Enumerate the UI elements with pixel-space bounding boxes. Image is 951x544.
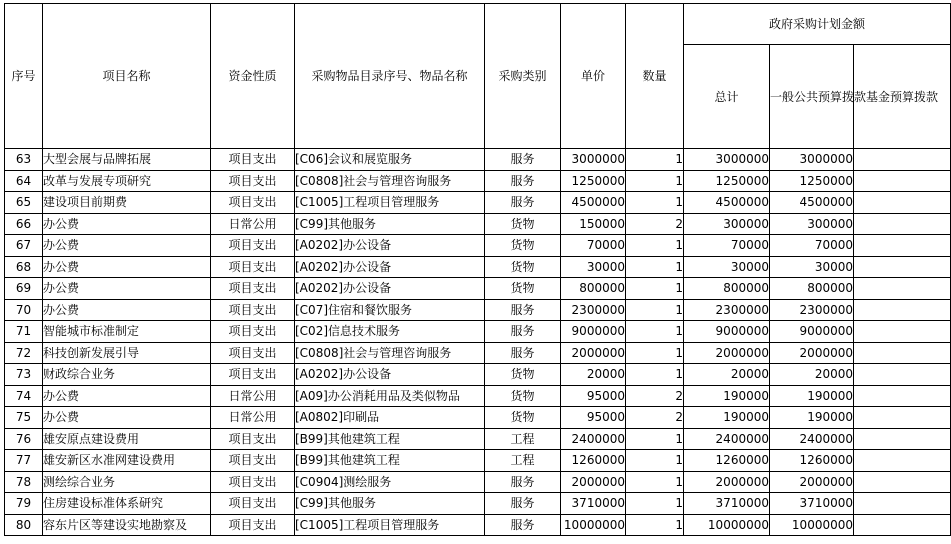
cell-project-name: 办公费	[43, 385, 211, 407]
cell-unit-price: 70000	[561, 235, 626, 257]
table-header	[5, 4, 951, 149]
cell-category: 货物	[485, 385, 561, 407]
cell-project-name: 建设项目前期费	[43, 192, 211, 214]
cell-quantity: 1	[626, 428, 684, 450]
cell-unit-price: 150000	[561, 213, 626, 235]
cell-quantity: 1	[626, 256, 684, 278]
cell-project-name: 改革与发展专项研究	[43, 170, 211, 192]
cell-fund-budget	[854, 428, 951, 450]
cell-total: 9000000	[684, 321, 770, 343]
cell-seq: 63	[5, 149, 43, 171]
cell-catalog: [A0202]办公设备	[295, 278, 485, 300]
cell-general-budget: 3000000	[770, 149, 854, 171]
cell-fund-budget	[854, 493, 951, 515]
cell-catalog: [C07]住宿和餐饮服务	[295, 299, 485, 321]
cell-project-name: 财政综合业务	[43, 364, 211, 386]
cell-quantity: 2	[626, 407, 684, 429]
table-row	[5, 471, 951, 493]
cell-unit-price: 10000000	[561, 514, 626, 536]
cell-catalog: [A0802]印刷品	[295, 407, 485, 429]
cell-seq: 80	[5, 514, 43, 536]
cell-project-name: 办公费	[43, 213, 211, 235]
cell-quantity: 1	[626, 299, 684, 321]
cell-fund-nature: 项目支出	[211, 321, 295, 343]
cell-project-name: 办公费	[43, 278, 211, 300]
cell-catalog: [A09]办公消耗用品及类似物品	[295, 385, 485, 407]
cell-general-budget: 30000	[770, 256, 854, 278]
cell-total: 300000	[684, 213, 770, 235]
cell-unit-price: 2000000	[561, 471, 626, 493]
cell-fund-budget	[854, 170, 951, 192]
cell-fund-nature: 项目支出	[211, 450, 295, 472]
cell-total: 800000	[684, 278, 770, 300]
cell-category: 工程	[485, 450, 561, 472]
cell-general-budget: 20000	[770, 364, 854, 386]
cell-fund-nature: 项目支出	[211, 299, 295, 321]
cell-unit-price: 95000	[561, 407, 626, 429]
cell-unit-price: 2000000	[561, 342, 626, 364]
cell-total: 70000	[684, 235, 770, 257]
cell-total: 10000000	[684, 514, 770, 536]
cell-quantity: 1	[626, 450, 684, 472]
cell-catalog: [A0202]办公设备	[295, 235, 485, 257]
cell-fund-budget	[854, 278, 951, 300]
cell-fund-nature: 日常公用	[211, 213, 295, 235]
header-total: 总计	[684, 45, 770, 149]
cell-catalog: [C0808]社会与管理咨询服务	[295, 342, 485, 364]
cell-general-budget: 4500000	[770, 192, 854, 214]
cell-fund-nature: 项目支出	[211, 170, 295, 192]
cell-fund-nature: 项目支出	[211, 256, 295, 278]
cell-unit-price: 2400000	[561, 428, 626, 450]
cell-total: 1250000	[684, 170, 770, 192]
cell-catalog: [A0202]办公设备	[295, 364, 485, 386]
cell-seq: 74	[5, 385, 43, 407]
cell-seq: 77	[5, 450, 43, 472]
table-row	[5, 364, 951, 386]
cell-category: 服务	[485, 192, 561, 214]
table-row	[5, 385, 951, 407]
table-row	[5, 342, 951, 364]
cell-total: 2400000	[684, 428, 770, 450]
cell-general-budget: 190000	[770, 385, 854, 407]
cell-fund-nature: 项目支出	[211, 428, 295, 450]
cell-category: 货物	[485, 278, 561, 300]
cell-catalog: [C0808]社会与管理咨询服务	[295, 170, 485, 192]
cell-fund-budget	[854, 471, 951, 493]
cell-total: 30000	[684, 256, 770, 278]
cell-category: 服务	[485, 321, 561, 343]
cell-general-budget: 70000	[770, 235, 854, 257]
cell-seq: 71	[5, 321, 43, 343]
cell-total: 20000	[684, 364, 770, 386]
cell-project-name: 住房建设标准体系研究	[43, 493, 211, 515]
cell-category: 货物	[485, 213, 561, 235]
cell-fund-budget	[854, 192, 951, 214]
cell-category: 货物	[485, 407, 561, 429]
cell-quantity: 1	[626, 493, 684, 515]
cell-total: 1260000	[684, 450, 770, 472]
cell-seq: 75	[5, 407, 43, 429]
cell-catalog: [C1005]工程项目管理服务	[295, 514, 485, 536]
cell-fund-nature: 日常公用	[211, 407, 295, 429]
table-row	[5, 407, 951, 429]
table-row	[5, 170, 951, 192]
cell-total: 190000	[684, 385, 770, 407]
procurement-plan-table	[4, 3, 951, 536]
cell-project-name: 雄安原点建设费用	[43, 428, 211, 450]
cell-general-budget: 2300000	[770, 299, 854, 321]
cell-seq: 78	[5, 471, 43, 493]
cell-project-name: 智能城市标准制定	[43, 321, 211, 343]
cell-fund-budget	[854, 321, 951, 343]
cell-category: 货物	[485, 256, 561, 278]
table-row	[5, 256, 951, 278]
cell-quantity: 1	[626, 192, 684, 214]
cell-fund-budget	[854, 450, 951, 472]
cell-fund-nature: 项目支出	[211, 364, 295, 386]
cell-general-budget: 2000000	[770, 342, 854, 364]
cell-general-budget: 1250000	[770, 170, 854, 192]
table-row	[5, 235, 951, 257]
cell-fund-nature: 日常公用	[211, 385, 295, 407]
cell-general-budget: 10000000	[770, 514, 854, 536]
cell-fund-budget	[854, 149, 951, 171]
cell-quantity: 2	[626, 385, 684, 407]
table-row	[5, 278, 951, 300]
header-category: 采购类别	[485, 4, 561, 149]
cell-quantity: 1	[626, 471, 684, 493]
cell-fund-nature: 项目支出	[211, 235, 295, 257]
cell-fund-nature: 项目支出	[211, 493, 295, 515]
cell-unit-price: 800000	[561, 278, 626, 300]
cell-total: 4500000	[684, 192, 770, 214]
header-quantity: 数量	[626, 4, 684, 149]
cell-category: 服务	[485, 170, 561, 192]
cell-quantity: 1	[626, 278, 684, 300]
cell-fund-budget	[854, 256, 951, 278]
header-unit-price: 单价	[561, 4, 626, 149]
cell-project-name: 科技创新发展引导	[43, 342, 211, 364]
cell-seq: 68	[5, 256, 43, 278]
cell-fund-budget	[854, 213, 951, 235]
cell-fund-budget	[854, 364, 951, 386]
cell-project-name: 测绘综合业务	[43, 471, 211, 493]
cell-category: 服务	[485, 299, 561, 321]
cell-quantity: 1	[626, 364, 684, 386]
cell-fund-nature: 项目支出	[211, 342, 295, 364]
table-row	[5, 493, 951, 515]
header-seq: 序号	[5, 4, 43, 149]
cell-fund-nature: 项目支出	[211, 278, 295, 300]
cell-quantity: 1	[626, 170, 684, 192]
cell-seq: 79	[5, 493, 43, 515]
cell-unit-price: 1250000	[561, 170, 626, 192]
cell-category: 货物	[485, 364, 561, 386]
cell-general-budget: 1260000	[770, 450, 854, 472]
cell-project-name: 容东片区等建设实地勘察及	[43, 514, 211, 536]
cell-total: 2000000	[684, 471, 770, 493]
header-general-budget: 一般公共预算拨款	[770, 45, 854, 149]
table-row	[5, 299, 951, 321]
cell-seq: 73	[5, 364, 43, 386]
cell-category: 工程	[485, 428, 561, 450]
cell-seq: 69	[5, 278, 43, 300]
cell-fund-budget	[854, 342, 951, 364]
cell-unit-price: 20000	[561, 364, 626, 386]
cell-seq: 64	[5, 170, 43, 192]
cell-fund-nature: 项目支出	[211, 192, 295, 214]
cell-general-budget: 9000000	[770, 321, 854, 343]
cell-total: 3710000	[684, 493, 770, 515]
cell-fund-budget	[854, 385, 951, 407]
cell-fund-budget	[854, 407, 951, 429]
cell-seq: 65	[5, 192, 43, 214]
cell-quantity: 1	[626, 514, 684, 536]
cell-project-name: 办公费	[43, 407, 211, 429]
cell-seq: 66	[5, 213, 43, 235]
cell-unit-price: 1260000	[561, 450, 626, 472]
table-row	[5, 428, 951, 450]
header-fund-budget: 基金预算拨款	[854, 45, 951, 149]
cell-seq: 70	[5, 299, 43, 321]
cell-seq: 67	[5, 235, 43, 257]
cell-unit-price: 95000	[561, 385, 626, 407]
table-row	[5, 514, 951, 536]
cell-unit-price: 9000000	[561, 321, 626, 343]
table-body	[5, 149, 951, 536]
cell-project-name: 大型会展与品牌拓展	[43, 149, 211, 171]
cell-category: 服务	[485, 493, 561, 515]
cell-catalog: [C02]信息技术服务	[295, 321, 485, 343]
cell-general-budget: 800000	[770, 278, 854, 300]
cell-seq: 72	[5, 342, 43, 364]
cell-unit-price: 3000000	[561, 149, 626, 171]
cell-general-budget: 2400000	[770, 428, 854, 450]
cell-project-name: 办公费	[43, 299, 211, 321]
cell-catalog: [A0202]办公设备	[295, 256, 485, 278]
cell-general-budget: 3710000	[770, 493, 854, 515]
cell-project-name: 办公费	[43, 235, 211, 257]
cell-general-budget: 300000	[770, 213, 854, 235]
table-row	[5, 450, 951, 472]
cell-project-name: 办公费	[43, 256, 211, 278]
cell-general-budget: 190000	[770, 407, 854, 429]
cell-total: 2300000	[684, 299, 770, 321]
cell-quantity: 1	[626, 321, 684, 343]
header-gov-procurement-amount: 政府采购计划金额	[684, 4, 951, 45]
cell-fund-budget	[854, 299, 951, 321]
cell-fund-budget	[854, 235, 951, 257]
cell-fund-budget	[854, 514, 951, 536]
cell-general-budget: 2000000	[770, 471, 854, 493]
cell-catalog: [C0904]测绘服务	[295, 471, 485, 493]
cell-unit-price: 30000	[561, 256, 626, 278]
cell-fund-nature: 项目支出	[211, 514, 295, 536]
table-row	[5, 213, 951, 235]
cell-project-name: 雄安新区水准网建设费用	[43, 450, 211, 472]
cell-category: 服务	[485, 342, 561, 364]
cell-catalog: [C06]会议和展览服务	[295, 149, 485, 171]
cell-quantity: 1	[626, 342, 684, 364]
cell-total: 2000000	[684, 342, 770, 364]
cell-category: 货物	[485, 235, 561, 257]
table-row	[5, 321, 951, 343]
cell-catalog: [C99]其他服务	[295, 493, 485, 515]
cell-unit-price: 3710000	[561, 493, 626, 515]
header-catalog: 采购物品目录序号、物品名称	[295, 4, 485, 149]
table-row	[5, 192, 951, 214]
cell-unit-price: 2300000	[561, 299, 626, 321]
cell-unit-price: 4500000	[561, 192, 626, 214]
cell-fund-nature: 项目支出	[211, 149, 295, 171]
cell-total: 3000000	[684, 149, 770, 171]
table-row	[5, 149, 951, 171]
cell-fund-nature: 项目支出	[211, 471, 295, 493]
header-fund-nature: 资金性质	[211, 4, 295, 149]
cell-quantity: 2	[626, 213, 684, 235]
cell-catalog: [B99]其他建筑工程	[295, 450, 485, 472]
cell-total: 190000	[684, 407, 770, 429]
cell-category: 服务	[485, 149, 561, 171]
cell-quantity: 1	[626, 235, 684, 257]
cell-seq: 76	[5, 428, 43, 450]
cell-category: 服务	[485, 514, 561, 536]
cell-category: 服务	[485, 471, 561, 493]
cell-quantity: 1	[626, 149, 684, 171]
header-project-name: 项目名称	[43, 4, 211, 149]
cell-catalog: [B99]其他建筑工程	[295, 428, 485, 450]
cell-catalog: [C1005]工程项目管理服务	[295, 192, 485, 214]
cell-catalog: [C99]其他服务	[295, 213, 485, 235]
